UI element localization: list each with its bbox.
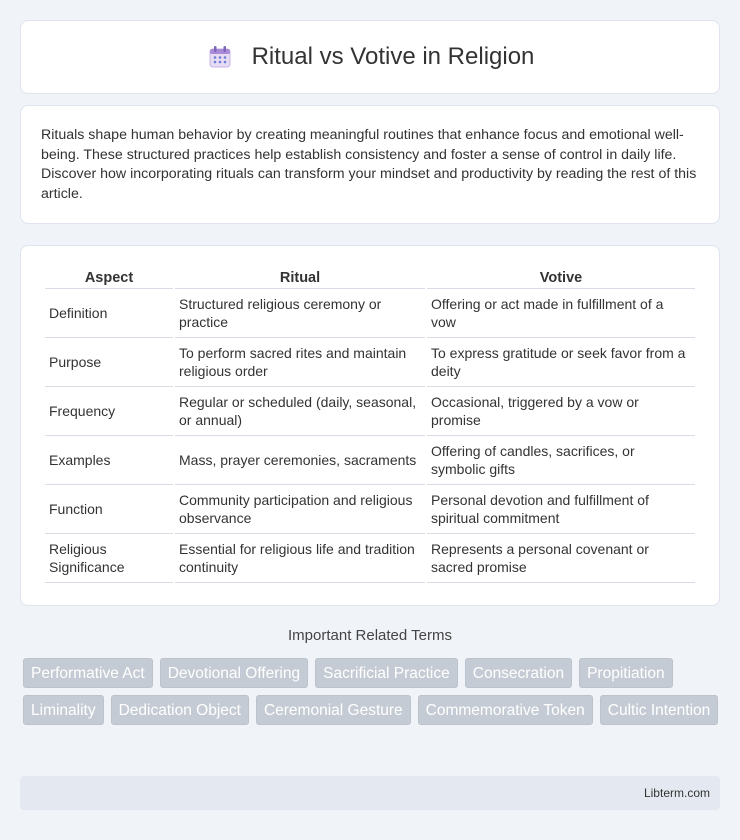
cell-aspect: Frequency (45, 387, 173, 436)
cell-ritual: Mass, prayer ceremonies, sacraments (175, 436, 425, 485)
comparison-card (20, 245, 720, 606)
table-row (45, 534, 695, 583)
term-chip[interactable]: Dedication Object (111, 695, 249, 725)
cell-votive: Offering or act made in fulfillment of a vow (427, 289, 695, 338)
term-chip[interactable]: Cultic Intention (600, 695, 719, 725)
header-card (20, 20, 720, 94)
term-chip[interactable]: Devotional Offering (160, 658, 308, 688)
term-chip[interactable]: Propitiation (579, 658, 673, 688)
cell-votive: To express gratitude or seek favor from a deity (427, 338, 695, 387)
table-row (45, 289, 695, 338)
page-title: Ritual vs Votive in Religion (251, 43, 535, 70)
header-ritual: Ritual (175, 266, 425, 289)
related-terms-list (23, 658, 723, 725)
cell-ritual: To perform sacred rites and maintain religious order (175, 338, 425, 387)
cell-ritual: Structured religious ceremony or practice (175, 289, 425, 338)
cell-votive: Occasional, triggered by a vow or promise (427, 387, 695, 436)
cell-aspect: Definition (45, 289, 173, 338)
table-row (45, 485, 695, 534)
table-row (45, 387, 695, 436)
header-votive: Votive (427, 266, 695, 289)
cell-votive: Offering of candles, sacrifices, or symbolic gifts (427, 436, 695, 485)
footer-site-link[interactable]: Libterm.com (643, 786, 710, 800)
table-row (45, 338, 695, 387)
intro-text: Rituals shape human behavior by creating meaningful routines that enhance focus and emotional well-being. These structured practices help establish consistency and foster a sense of control in daily life. Discover how incorporating rituals can transform your mindset and productivity by reading the rest of this article. (41, 127, 697, 202)
cell-ritual: Community participation and religious observance (175, 485, 425, 534)
cell-votive: Represents a personal covenant or sacred promise (427, 534, 695, 583)
cell-aspect: Examples (45, 436, 173, 485)
cell-ritual: Essential for religious life and tradition continuity (175, 534, 425, 583)
calendar-icon (206, 43, 234, 71)
term-chip[interactable]: Sacrificial Practice (315, 658, 458, 688)
title-wrap (206, 43, 535, 71)
term-chip[interactable]: Liminality (23, 695, 104, 725)
cell-aspect: Religious Significance (45, 534, 173, 583)
table-header-row (45, 266, 695, 289)
cell-ritual: Regular or scheduled (daily, seasonal, or annual) (175, 387, 425, 436)
intro-card (20, 105, 720, 224)
cell-aspect: Function (45, 485, 173, 534)
related-terms-title: Important Related Terms (288, 627, 452, 644)
cell-aspect: Purpose (45, 338, 173, 387)
term-chip[interactable]: Commemorative Token (418, 695, 593, 725)
table-row (45, 436, 695, 485)
term-chip[interactable]: Consecration (465, 658, 572, 688)
footer (20, 776, 720, 810)
comparison-table (43, 266, 697, 583)
term-chip[interactable]: Ceremonial Gesture (256, 695, 411, 725)
term-chip[interactable]: Performative Act (23, 658, 153, 688)
cell-votive: Personal devotion and fulfillment of spiritual commitment (427, 485, 695, 534)
header-aspect: Aspect (45, 266, 173, 289)
